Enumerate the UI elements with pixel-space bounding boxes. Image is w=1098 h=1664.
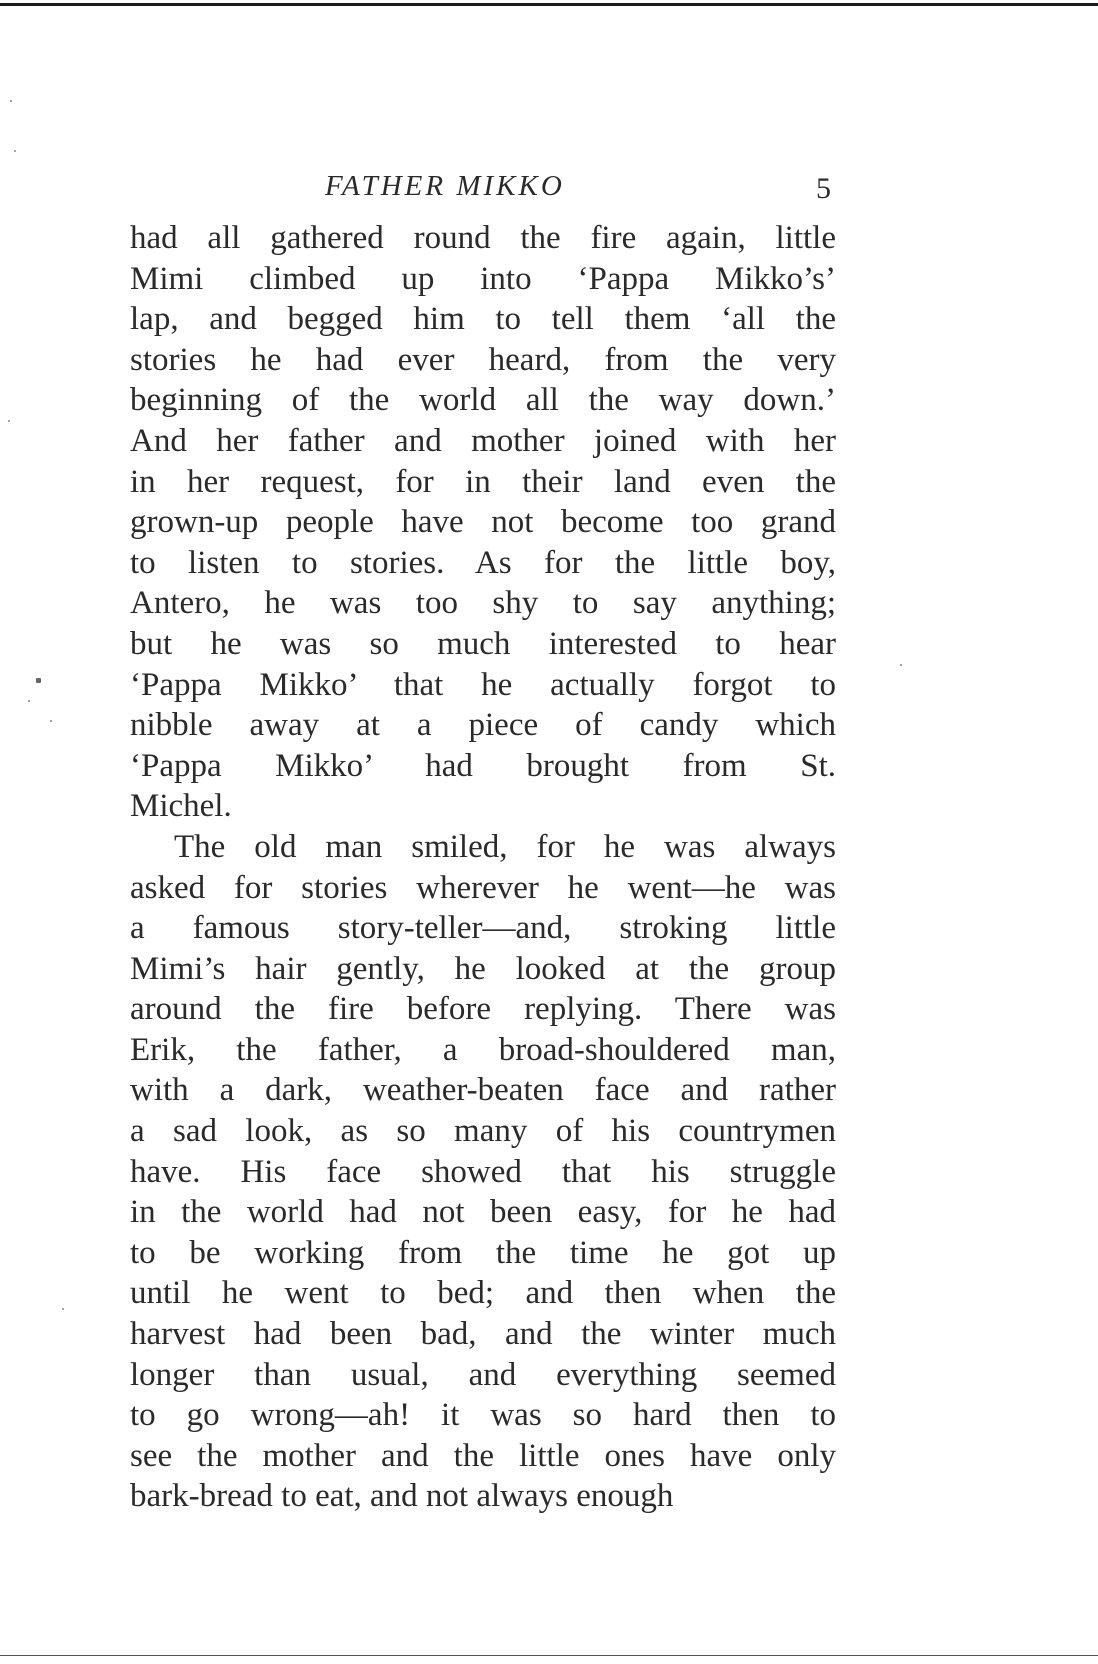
text-line: harvest had been bad, and the winter much (130, 1316, 836, 1353)
text-line: have. His face showed that his struggle (130, 1153, 836, 1190)
text-line: in her request, for in their land even the (130, 463, 836, 500)
text-line: Antero, he was too shy to say anything; (130, 585, 836, 622)
bottom-page-edge-rule (0, 1655, 1098, 1656)
top-page-edge-rule (0, 3, 1098, 6)
text-line: until he went to bed; and then when the (130, 1275, 836, 1312)
scan-speck (62, 1308, 64, 1310)
page-number: 5 (816, 172, 831, 205)
text-line: but he was so much interested to hear (130, 625, 836, 662)
scan-speck (28, 700, 30, 702)
text-line: grown-up people have not become too grand (130, 504, 836, 541)
text-line: stories he had ever heard, from the very (130, 341, 836, 378)
scan-speck (8, 420, 10, 422)
text-line: in the world had not been easy, for he had (130, 1194, 836, 1231)
text-line: Erik, the father, a broad-shouldered man, (130, 1031, 836, 1068)
text-line: nibble away at a piece of candy which (130, 707, 836, 744)
text-line: see the mother and the little ones have only (130, 1437, 836, 1474)
text-line: to listen to stories. As for the little boy, (130, 544, 836, 581)
text-line: beginning of the world all the way down.’ (130, 382, 836, 419)
scan-speck (50, 720, 52, 722)
text-line: a sad look, as so many of his countrymen (130, 1113, 836, 1150)
text-line: ‘Pappa Mikko’ that he actually forgot to (130, 666, 836, 703)
text-line: And her father and mother joined with her (130, 422, 836, 459)
text-line: to be working from the time he got up (130, 1234, 836, 1271)
text-line: to go wrong—ah! it was so hard then to (130, 1397, 836, 1434)
text-line: bark-bread to eat, and not always enough (130, 1478, 674, 1515)
text-line: Mimi’s hair gently, he looked at the group (130, 950, 836, 987)
running-title: FATHER MIKKO (325, 170, 565, 202)
paragraph-end-line: Michel. (130, 788, 232, 825)
text-line: Mimi climbed up into ‘Pappa Mikko’s’ (130, 260, 836, 297)
scan-speck (36, 678, 41, 683)
text-line: around the fire before replying. There was (130, 991, 836, 1028)
scan-speck (900, 664, 902, 666)
scan-speck (14, 150, 16, 152)
text-line: with a dark, weather-beaten face and rather (130, 1072, 836, 1109)
text-line: had all gathered round the fire again, little (130, 220, 836, 256)
scan-speck (10, 100, 12, 102)
text-line: a famous story-teller—and, stroking little (130, 910, 836, 947)
text-line: lap, and begged him to tell them ‘all the (130, 301, 836, 338)
text-line: asked for stories wherever he went—he was (130, 869, 836, 906)
body-text (130, 218, 836, 1517)
paragraph-first-line: The old man smiled, for he was always (174, 828, 836, 865)
text-line: longer than usual, and everything seemed (130, 1356, 836, 1393)
text-line: ‘Pappa Mikko’ had brought from St. (130, 747, 836, 784)
